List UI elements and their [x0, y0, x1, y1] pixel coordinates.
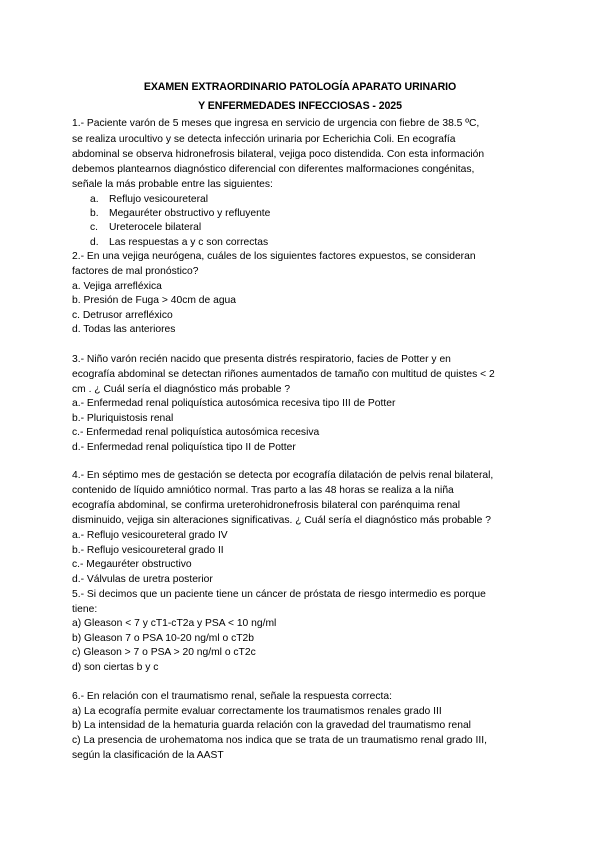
q1-option-c-text: Ureterocele bilateral [109, 222, 202, 233]
q3-option-d: d.- Enfermedad renal poliquística tipo II de Potter [72, 442, 296, 453]
q5-text-line: 5.- Si decimos que un paciente tiene un cáncer de próstata de riesgo intermedio es porque [72, 589, 486, 600]
q2-option-d: d. Todas las anteriores [72, 324, 176, 335]
q1-option-d-label: d. [90, 237, 99, 248]
q1-option-c-label: c. [90, 222, 99, 233]
q3-text-line: cm . ¿ Cuál sería el diagnóstico más probable ? [72, 384, 291, 395]
q5-option-b: b) Gleason 7 o PSA 10-20 ng/ml o cT2b [72, 633, 255, 644]
q1-option-c [90, 221, 201, 234]
q3-option-b: b.- Pluriquistosis renal [72, 413, 174, 424]
q1-option-d [90, 236, 268, 249]
q4-text-line: ecografía abdominal, se confirma ureterohidronefrosis bilateral con parénquima renal [72, 500, 461, 511]
q2-option-b: b. Presión de Fuga > 40cm de agua [72, 295, 237, 306]
q1-option-a [90, 193, 208, 206]
q4-text-line: disminuido, vejiga sin alteraciones significativas. ¿ Cuál sería el diagnóstico más probable ? [72, 515, 491, 526]
q1-text-line: debemos plantearnos diagnóstico diferencial con diferentes malformaciones congénitas, [72, 164, 475, 175]
q3-text-line: ecografía abdominal se detectan riñones aumentados de tamaño con multitud de quistes < 2 [72, 369, 495, 380]
q3-option-c: c.- Enfermedad renal poliquística autosómica recesiva [72, 427, 320, 438]
q1-text-line: señale la más probable entre las siguientes: [72, 179, 273, 190]
q6-option-b: b) La intensidad de la hematuria guarda relación con la gravedad del traumatismo renal [72, 720, 471, 731]
q4-option-b: b.- Reflujo vesicoureteral grado II [72, 545, 224, 556]
q2-text-line: 2.- En una vejiga neurógena, cuáles de los siguientes factores expuestos, se consideran [72, 251, 476, 262]
q1-text-line: abdominal se observa hidronefrosis bilateral, vejiga poco distendida. Con esta información [72, 149, 485, 160]
q6-option-c-continued: según la clasificación de la AAST [72, 750, 224, 761]
q3-text-line: 3.- Niño varón recién nacido que presenta distrés respiratorio, facies de Potter y en [72, 354, 451, 365]
q4-option-c: c.- Megauréter obstructivo [72, 559, 192, 570]
q4-text-line: 4.- En séptimo mes de gestación se detecta por ecografía dilatación de pelvis renal bilateral, [72, 470, 494, 481]
q6-option-a: a) La ecografía permite evaluar correctamente los traumatismos renales grado III [72, 706, 442, 717]
q4-option-a: a.- Reflujo vesicoureteral grado IV [72, 530, 228, 541]
q4-text-line: contenido de líquido amniótico normal. Tras parto a las 48 horas se realiza a la niña [72, 485, 454, 496]
q1-option-b-text: Megauréter obstructivo y refluyente [109, 208, 271, 219]
q5-option-d: d) son ciertas b y c [72, 662, 159, 673]
q1-text-line: se realiza urocultivo y se detecta infección urinaria por Echerichia Coli. En ecografía [72, 134, 456, 145]
q6-option-c: c) La presencia de urohematoma nos indica que se trata de un traumatismo renal grado III, [72, 735, 487, 746]
q2-option-a: a. Vejiga arrefléxica [72, 281, 162, 292]
q5-text-line: tiene: [72, 604, 98, 615]
q4-option-d: d.- Válvulas de uretra posterior [72, 574, 213, 585]
q1-option-a-text: Reflujo vesicoureteral [109, 194, 209, 205]
q1-option-d-text: Las respuestas a y c son correctas [109, 237, 269, 248]
q1-text-line: 1.- Paciente varón de 5 meses que ingresa en servicio de urgencia con fiebre de 38.5 ºC, [72, 118, 480, 129]
q3-option-a: a.- Enfermedad renal poliquística autosómica recesiva tipo III de Potter [72, 398, 396, 409]
exam-title: EXAMEN EXTRAORDINARIO PATOLOGÍA APARATO URINARIO [143, 81, 457, 93]
q1-option-b-label: b. [90, 208, 99, 219]
q5-option-a: a) Gleason < 7 y cT1-cT2a y PSA < 10 ng/ml [72, 618, 277, 629]
q2-text-line: factores de mal pronóstico? [72, 266, 199, 277]
exam-subtitle: Y ENFERMEDADES INFECCIOSAS - 2025 [198, 100, 402, 112]
q2-option-c: c. Detrusor arrefléxico [72, 310, 173, 321]
q1-option-a-label: a. [90, 194, 99, 205]
q5-option-c: c) Gleason > 7 o PSA > 20 ng/ml o cT2c [72, 647, 256, 658]
q1-option-b [90, 207, 270, 220]
q6-text-line: 6.- En relación con el traumatismo renal, señale la respuesta correcta: [72, 691, 392, 702]
